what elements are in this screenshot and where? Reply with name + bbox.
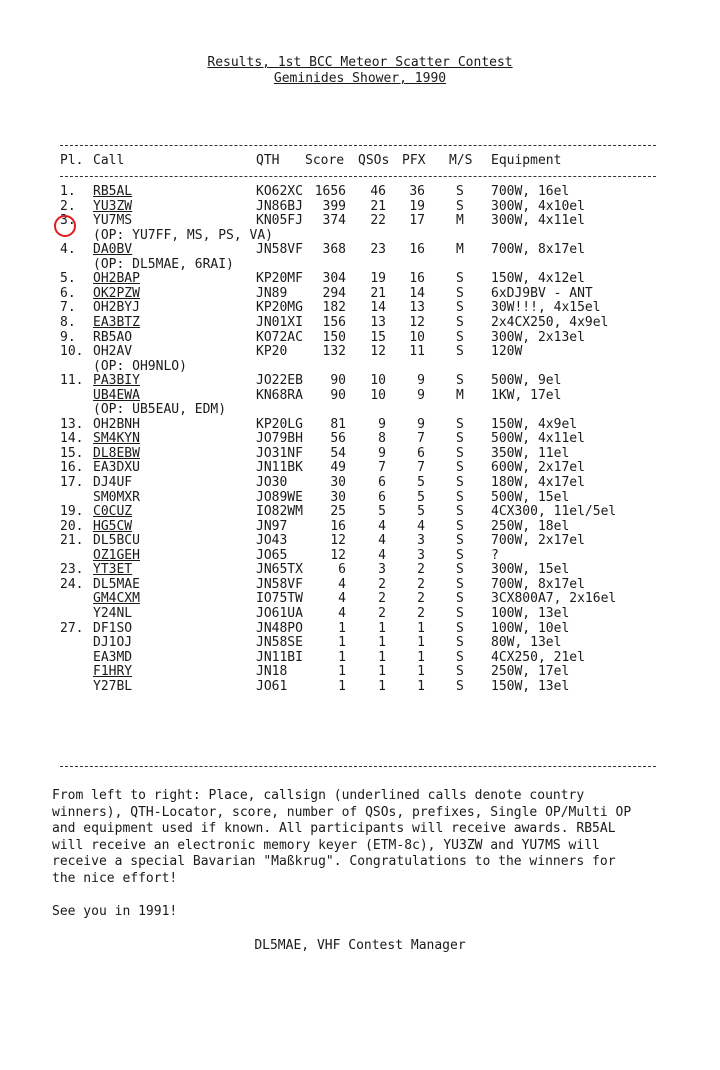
row-prefixes: 7 — [417, 460, 425, 476]
row-score: 1656 — [314, 184, 346, 199]
row-callsign: YU7MS — [93, 213, 133, 229]
row-qth-locator: JN86BJ — [256, 198, 303, 214]
row-equipment: 300W, 15el — [491, 562, 570, 578]
row-qsos: 6 — [378, 489, 386, 505]
row-single-multi: S — [456, 504, 464, 520]
row-qth-locator: JO61 — [256, 678, 288, 694]
row-callsign: YT3ET — [93, 562, 133, 578]
row-qth-locator: KN68RA — [256, 387, 303, 403]
row-qsos: 9 — [378, 445, 386, 461]
row-score: 294 — [322, 285, 346, 301]
row-score: 16 — [330, 518, 346, 534]
row-single-multi: S — [456, 576, 464, 592]
row-qth-locator: JN18 — [256, 664, 288, 680]
row-qth-locator: JO31NF — [256, 445, 303, 461]
row-qth-locator: JN11BK — [256, 460, 303, 476]
row-qsos: 2 — [378, 591, 386, 607]
row-prefixes: 9 — [417, 416, 425, 432]
row-single-multi: M — [456, 213, 464, 229]
row-score: 6 — [338, 562, 346, 578]
row-prefixes: 1 — [417, 678, 425, 694]
row-single-multi: S — [456, 605, 464, 621]
row-place: 15. — [60, 445, 84, 461]
row-single-multi: S — [456, 475, 464, 490]
row-qsos: 22 — [370, 213, 386, 229]
row-qth-locator: JO65 — [256, 547, 288, 563]
row-equipment: 3CX800A7, 2x16el — [491, 591, 617, 607]
row-callsign: Y24NL — [93, 605, 133, 621]
row-single-multi: S — [456, 649, 464, 665]
row-prefixes: 6 — [417, 445, 425, 461]
row-qth-locator: JO22EB — [256, 373, 303, 389]
row-qth-locator: JN58VF — [256, 242, 303, 258]
row-equipment: 350W, 11el — [491, 445, 570, 461]
row-equipment: 6xDJ9BV - ANT — [491, 285, 593, 301]
row-place: 20. — [60, 518, 84, 534]
row-prefixes: 16 — [409, 271, 425, 287]
row-qth-locator: IO82WM — [256, 504, 303, 520]
row-callsign: DJ4UF — [93, 475, 133, 490]
row-qth-locator: KP20MG — [256, 300, 303, 316]
row-score: 150 — [322, 329, 346, 345]
row-place: 27. — [60, 620, 84, 636]
row-callsign: OH2BAP — [93, 271, 140, 287]
row-callsign: SM4KYN — [93, 431, 140, 447]
row-single-multi: S — [456, 678, 464, 694]
row-callsign: OH2AV — [93, 344, 133, 360]
row-equipment: 250W, 18el — [491, 518, 570, 534]
row-single-multi: S — [456, 547, 464, 563]
row-qsos: 10 — [370, 373, 386, 389]
row-callsign: EA3DXU — [93, 460, 140, 476]
row-callsign: Y27BL — [93, 678, 133, 694]
divider-top — [60, 145, 656, 146]
row-qsos: 15 — [370, 329, 386, 345]
signature: DL5MAE, VHF Contest Manager — [254, 938, 466, 953]
row-qsos: 13 — [370, 314, 386, 330]
row-prefixes: 17 — [409, 213, 425, 229]
row-score: 12 — [330, 533, 346, 549]
row-qth-locator: JN97 — [256, 518, 288, 534]
row-prefixes: 7 — [417, 431, 425, 447]
row-equipment: 100W, 13el — [491, 605, 570, 621]
row-qsos: 5 — [378, 504, 386, 520]
row-score: 49 — [330, 460, 346, 476]
row-single-multi: M — [456, 242, 464, 258]
row-place: 7. — [60, 300, 76, 316]
row-qth-locator: JO89WE — [256, 489, 303, 505]
row-score: 30 — [330, 489, 346, 505]
row-qth-locator: KP20MF — [256, 271, 303, 287]
row-prefixes: 16 — [409, 242, 425, 258]
row-score: 56 — [330, 431, 346, 447]
row-single-multi: S — [456, 198, 464, 214]
header-score: Score — [305, 153, 345, 168]
row-equipment: 4CX250, 21el — [491, 649, 585, 665]
row-single-multi: S — [456, 635, 464, 651]
row-prefixes: 5 — [417, 475, 425, 490]
row-callsign: EA3MD — [93, 649, 133, 665]
row-score: 4 — [338, 576, 346, 592]
row-qsos: 1 — [378, 678, 386, 694]
row-callsign: OK2PZW — [93, 285, 140, 301]
row-place: 13. — [60, 416, 84, 432]
row-score: 25 — [330, 504, 346, 520]
row-qsos: 4 — [378, 547, 386, 563]
row-prefixes: 2 — [417, 605, 425, 621]
row-qsos: 1 — [378, 635, 386, 651]
row-qsos: 6 — [378, 475, 386, 490]
row-callsign: C0CUZ — [93, 504, 133, 520]
row-equipment: 1KW, 17el — [491, 387, 562, 403]
row-prefixes: 36 — [409, 184, 425, 199]
row-callsign: OH2BYJ — [93, 300, 140, 316]
row-place: 3. — [60, 213, 76, 229]
row-callsign: RB5AL — [93, 184, 133, 199]
row-prefixes: 2 — [417, 576, 425, 592]
divider-bottom — [60, 766, 656, 767]
row-equipment: 500W, 4x11el — [491, 431, 585, 447]
row-callsign: DL8EBW — [93, 445, 140, 461]
row-equipment: 250W, 17el — [491, 664, 570, 680]
row-qth-locator: JN48PO — [256, 620, 303, 636]
row-single-multi: S — [456, 300, 464, 316]
row-equipment: 300W, 4x11el — [491, 213, 585, 229]
row-place: 9. — [60, 329, 76, 345]
row-qsos: 3 — [378, 562, 386, 578]
row-place: 4. — [60, 242, 76, 258]
row-qth-locator: JO61UA — [256, 605, 303, 621]
row-qth-locator: JO79BH — [256, 431, 303, 447]
row-single-multi: S — [456, 533, 464, 549]
row-qth-locator: JN58VF — [256, 576, 303, 592]
header-pl: Pl. — [60, 153, 84, 168]
row-callsign: HG5CW — [93, 518, 133, 534]
row-equipment: 180W, 4x17el — [491, 475, 585, 490]
row-qth-locator: KP20LG — [256, 416, 303, 432]
row-qsos: 19 — [370, 271, 386, 287]
row-score: 12 — [330, 547, 346, 563]
row-qsos: 4 — [378, 533, 386, 549]
row-score: 54 — [330, 445, 346, 461]
operator-note: (OP: DL5MAE, 6RAI) — [93, 256, 234, 272]
row-equipment: 80W, 13el — [491, 635, 562, 651]
row-prefixes: 3 — [417, 533, 425, 549]
row-qth-locator: JN89 — [256, 285, 288, 301]
row-callsign: SM0MXR — [93, 489, 140, 505]
row-qth-locator: JN01XI — [256, 314, 303, 330]
header-pfx: PFX — [402, 153, 426, 168]
row-equipment: ? — [491, 547, 499, 563]
row-single-multi: S — [456, 285, 464, 301]
row-score: 304 — [322, 271, 346, 287]
row-single-multi: S — [456, 445, 464, 461]
row-equipment: 4CX300, 11el/5el — [491, 504, 617, 520]
row-single-multi: S — [456, 620, 464, 636]
row-score: 1 — [338, 620, 346, 636]
row-qsos: 23 — [370, 242, 386, 258]
row-prefixes: 14 — [409, 285, 425, 301]
row-prefixes: 1 — [417, 649, 425, 665]
row-prefixes: 1 — [417, 664, 425, 680]
row-qth-locator: KO72AC — [256, 329, 303, 345]
row-prefixes: 13 — [409, 300, 425, 316]
row-place: 10. — [60, 344, 84, 360]
row-qsos: 1 — [378, 649, 386, 665]
row-single-multi: S — [456, 591, 464, 607]
row-place: 24. — [60, 576, 84, 592]
row-place: 21. — [60, 533, 84, 549]
row-equipment: 500W, 15el — [491, 489, 570, 505]
row-callsign: GM4CXM — [93, 591, 140, 607]
row-callsign: DA0BV — [93, 242, 133, 258]
row-callsign: EA3BTZ — [93, 314, 140, 330]
row-qth-locator: KP20 — [256, 344, 288, 360]
row-place: 16. — [60, 460, 84, 476]
row-callsign: DJ1OJ — [93, 635, 133, 651]
row-single-multi: S — [456, 431, 464, 447]
row-qth-locator: JO43 — [256, 533, 288, 549]
header-ms: M/S — [449, 153, 473, 168]
row-callsign: PA3BIY — [93, 373, 140, 389]
row-equipment: 700W, 16el — [491, 184, 570, 199]
footnote: From left to right: Place, callsign (underlined calls denote country winners), QTH-Locator, score, number of QSOs, prefixes, Single OP/Multi OP and equipment used if known. All participants will receive awards. RB5AL will receive an electronic memory keyer (ETM-8c), YU3ZW and YU7MS will receive a special Bavarian "Maßkrug". Congratulations to the winners for the nice effort! — [52, 788, 632, 886]
row-equipment: 700W, 8x17el — [491, 242, 585, 258]
row-qsos: 21 — [370, 285, 386, 301]
row-equipment: 150W, 13el — [491, 678, 570, 694]
row-callsign: DF1SO — [93, 620, 133, 636]
row-qsos: 46 — [370, 184, 386, 199]
row-qsos: 8 — [378, 431, 386, 447]
row-single-multi: S — [456, 329, 464, 345]
row-single-multi: S — [456, 460, 464, 476]
title-line-1: Results, 1st BCC Meteor Scatter Contest — [207, 55, 513, 70]
row-equipment: 150W, 4x12el — [491, 271, 585, 287]
row-score: 1 — [338, 678, 346, 694]
row-callsign: UB4EWA — [93, 387, 140, 403]
row-qsos: 2 — [378, 576, 386, 592]
row-place: 14. — [60, 431, 84, 447]
row-score: 182 — [322, 300, 346, 316]
row-prefixes: 10 — [409, 329, 425, 345]
row-callsign: DL5BCU — [93, 533, 140, 549]
header-qth: QTH — [256, 153, 280, 168]
row-prefixes: 11 — [409, 344, 425, 360]
row-single-multi: S — [456, 314, 464, 330]
row-place: 1. — [60, 184, 76, 199]
row-qth-locator: JO30 — [256, 475, 288, 490]
row-score: 4 — [338, 605, 346, 621]
header-qsos: QSOs — [358, 153, 390, 168]
row-equipment: 30W!!!, 4x15el — [491, 300, 601, 316]
row-equipment: 120W — [491, 344, 523, 360]
row-score: 132 — [322, 344, 346, 360]
divider-header — [60, 176, 656, 177]
row-score: 4 — [338, 591, 346, 607]
row-score: 90 — [330, 373, 346, 389]
title-line-2: Geminides Shower, 1990 — [273, 71, 447, 86]
header-call: Call — [93, 153, 125, 168]
row-place: 2. — [60, 198, 76, 214]
row-qth-locator: KO62XC — [256, 184, 303, 199]
row-prefixes: 12 — [409, 314, 425, 330]
row-equipment: 700W, 8x17el — [491, 576, 585, 592]
row-score: 399 — [322, 198, 346, 214]
row-score: 90 — [330, 387, 346, 403]
row-score: 1 — [338, 649, 346, 665]
row-callsign: RB5AO — [93, 329, 133, 345]
row-place: 6. — [60, 285, 76, 301]
closing-line: See you in 1991! — [52, 904, 178, 919]
row-qsos: 14 — [370, 300, 386, 316]
row-qth-locator: JN11BI — [256, 649, 303, 665]
row-equipment: 150W, 4x9el — [491, 416, 578, 432]
row-score: 30 — [330, 475, 346, 490]
row-single-multi: S — [456, 489, 464, 505]
row-single-multi: M — [456, 387, 464, 403]
row-prefixes: 9 — [417, 373, 425, 389]
row-qsos: 2 — [378, 605, 386, 621]
row-callsign: DL5MAE — [93, 576, 140, 592]
row-callsign: OZ1GEH — [93, 547, 140, 563]
row-score: 156 — [322, 314, 346, 330]
row-single-multi: S — [456, 373, 464, 389]
row-single-multi: S — [456, 416, 464, 432]
header-equipment: Equipment — [491, 153, 562, 168]
row-qth-locator: JN58SE — [256, 635, 303, 651]
row-equipment: 700W, 2x17el — [491, 533, 585, 549]
row-prefixes: 1 — [417, 620, 425, 636]
row-score: 1 — [338, 664, 346, 680]
row-score: 81 — [330, 416, 346, 432]
row-qth-locator: IO75TW — [256, 591, 303, 607]
row-single-multi: S — [456, 344, 464, 360]
row-prefixes: 9 — [417, 387, 425, 403]
row-single-multi: S — [456, 562, 464, 578]
row-place: 5. — [60, 271, 76, 287]
row-callsign: OH2BNH — [93, 416, 140, 432]
row-qsos: 21 — [370, 198, 386, 214]
row-qsos: 9 — [378, 416, 386, 432]
row-single-multi: S — [456, 271, 464, 287]
row-prefixes: 2 — [417, 562, 425, 578]
row-place: 8. — [60, 314, 76, 330]
row-place: 11. — [60, 373, 84, 389]
highlight-circle — [54, 215, 76, 237]
row-prefixes: 19 — [409, 198, 425, 214]
row-qsos: 1 — [378, 664, 386, 680]
row-equipment: 300W, 4x10el — [491, 198, 585, 214]
row-equipment: 300W, 2x13el — [491, 329, 585, 345]
row-score: 1 — [338, 635, 346, 651]
row-qsos: 7 — [378, 460, 386, 476]
row-place: 19. — [60, 504, 84, 520]
row-prefixes: 4 — [417, 518, 425, 534]
row-callsign: YU3ZW — [93, 198, 133, 214]
row-qsos: 12 — [370, 344, 386, 360]
row-single-multi: S — [456, 664, 464, 680]
operator-note: (OP: UB5EAU, EDM) — [93, 402, 227, 418]
row-prefixes: 1 — [417, 635, 425, 651]
row-prefixes: 5 — [417, 489, 425, 505]
row-prefixes: 3 — [417, 547, 425, 563]
row-equipment: 2x4CX250, 4x9el — [491, 314, 609, 330]
row-callsign: F1HRY — [93, 664, 133, 680]
row-score: 368 — [322, 242, 346, 258]
row-single-multi: S — [456, 184, 464, 199]
row-prefixes: 2 — [417, 591, 425, 607]
row-single-multi: S — [456, 518, 464, 534]
operator-note: (OP: OH9NLO) — [93, 358, 187, 374]
operator-note: (OP: YU7FF, MS, PS, VA) — [93, 227, 274, 243]
row-score: 374 — [322, 213, 346, 229]
row-qsos: 10 — [370, 387, 386, 403]
row-equipment: 600W, 2x17el — [491, 460, 585, 476]
row-qsos: 4 — [378, 518, 386, 534]
row-qth-locator: JN65TX — [256, 562, 303, 578]
row-place: 17. — [60, 475, 84, 490]
row-equipment: 500W, 9el — [491, 373, 562, 389]
row-qth-locator: KN05FJ — [256, 213, 303, 229]
row-place: 23. — [60, 562, 84, 578]
row-qsos: 1 — [378, 620, 386, 636]
row-equipment: 100W, 10el — [491, 620, 570, 636]
row-prefixes: 5 — [417, 504, 425, 520]
